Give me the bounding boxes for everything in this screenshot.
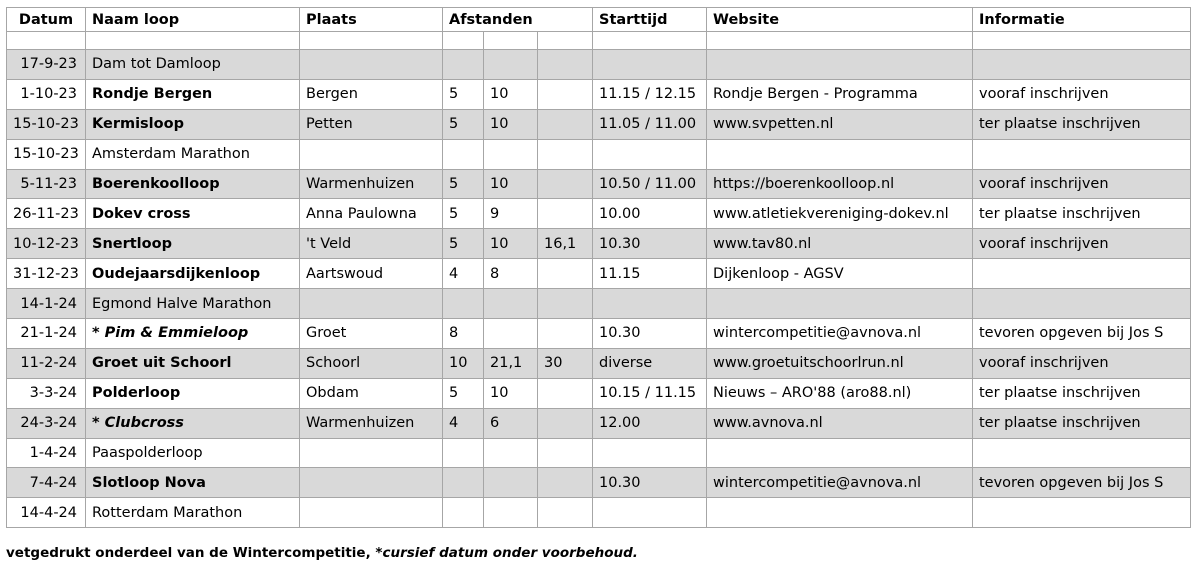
cell-afstand-1: 4 — [443, 408, 484, 438]
cell-afstand-1: 5 — [443, 378, 484, 408]
cell-datum: 31-12-23 — [7, 259, 86, 289]
cell-datum: 11-2-24 — [7, 348, 86, 378]
cell-plaats — [300, 289, 443, 319]
cell-afstand-3 — [538, 408, 593, 438]
cell-datum: 21-1-24 — [7, 319, 86, 349]
cell-naam: Oudejaarsdijkenloop — [86, 259, 300, 289]
table-row — [7, 498, 1191, 528]
cell-informatie: ter plaatse inschrijven — [973, 199, 1191, 229]
cell-afstand-2 — [484, 498, 538, 528]
cell-plaats — [300, 438, 443, 468]
cell-informatie: tevoren opgeven bij Jos S — [973, 468, 1191, 498]
cell-starttijd: 10.30 — [593, 319, 707, 349]
cell-naam: Dokev cross — [86, 199, 300, 229]
footnote-bold-text: vetgedrukt onderdeel van de Wintercompetitie, * — [6, 545, 383, 561]
footnote — [6, 545, 638, 561]
cell-starttijd: 10.15 / 11.15 — [593, 378, 707, 408]
cell-informatie: vooraf inschrijven — [973, 169, 1191, 199]
table-row — [7, 259, 1191, 289]
cell-starttijd: 11.05 / 11.00 — [593, 109, 707, 139]
cell-afstand-2 — [484, 319, 538, 349]
cell-afstand-1: 8 — [443, 319, 484, 349]
table-row — [7, 109, 1191, 139]
cell-starttijd: 10.30 — [593, 229, 707, 259]
cell-plaats — [300, 468, 443, 498]
header-afstanden: Afstanden — [443, 8, 593, 32]
cell-naam: Paaspolderloop — [86, 438, 300, 468]
spacer-cell — [707, 32, 973, 50]
cell-plaats: Warmenhuizen — [300, 169, 443, 199]
cell-website: www.avnova.nl — [707, 408, 973, 438]
cell-plaats: Aartswoud — [300, 259, 443, 289]
spacer-cell — [86, 32, 300, 50]
cell-informatie — [973, 50, 1191, 80]
cell-datum: 7-4-24 — [7, 468, 86, 498]
table-row — [7, 408, 1191, 438]
cell-starttijd: 12.00 — [593, 408, 707, 438]
cell-informatie: ter plaatse inschrijven — [973, 109, 1191, 139]
cell-website: wintercompetitie@avnova.nl — [707, 319, 973, 349]
cell-afstand-1: 10 — [443, 348, 484, 378]
cell-afstand-2: 9 — [484, 199, 538, 229]
cell-naam: Snertloop — [86, 229, 300, 259]
spacer-cell — [7, 32, 86, 50]
cell-afstand-3 — [538, 50, 593, 80]
cell-informatie — [973, 498, 1191, 528]
table-row — [7, 199, 1191, 229]
schedule-table-wrapper — [6, 7, 1191, 528]
cell-afstand-3 — [538, 319, 593, 349]
cell-naam: Egmond Halve Marathon — [86, 289, 300, 319]
cell-afstand-3 — [538, 259, 593, 289]
cell-afstand-2 — [484, 289, 538, 319]
cell-informatie: vooraf inschrijven — [973, 348, 1191, 378]
cell-datum: 15-10-23 — [7, 109, 86, 139]
spacer-row — [7, 32, 1191, 50]
cell-website — [707, 438, 973, 468]
cell-website: wintercompetitie@avnova.nl — [707, 468, 973, 498]
cell-datum: 24-3-24 — [7, 408, 86, 438]
header-naam: Naam loop — [86, 8, 300, 32]
cell-datum: 3-3-24 — [7, 378, 86, 408]
cell-plaats: Warmenhuizen — [300, 408, 443, 438]
cell-informatie: tevoren opgeven bij Jos S — [973, 319, 1191, 349]
cell-datum: 5-11-23 — [7, 169, 86, 199]
table-row — [7, 139, 1191, 169]
cell-plaats: Obdam — [300, 378, 443, 408]
cell-afstand-3: 16,1 — [538, 229, 593, 259]
cell-afstand-2: 10 — [484, 169, 538, 199]
table-row — [7, 319, 1191, 349]
cell-afstand-3 — [538, 109, 593, 139]
cell-naam: Groet uit Schoorl — [86, 348, 300, 378]
cell-plaats: Anna Paulowna — [300, 199, 443, 229]
cell-informatie — [973, 259, 1191, 289]
cell-plaats: Bergen — [300, 79, 443, 109]
cell-afstand-2: 10 — [484, 378, 538, 408]
cell-datum: 17-9-23 — [7, 50, 86, 80]
cell-afstand-3 — [538, 289, 593, 319]
cell-afstand-2: 6 — [484, 408, 538, 438]
cell-afstand-1: 5 — [443, 169, 484, 199]
cell-naam: Slotloop Nova — [86, 468, 300, 498]
cell-website: https://boerenkoolloop.nl — [707, 169, 973, 199]
cell-naam: Amsterdam Marathon — [86, 139, 300, 169]
cell-afstand-2 — [484, 468, 538, 498]
table-row — [7, 169, 1191, 199]
cell-website — [707, 498, 973, 528]
cell-afstand-3: 30 — [538, 348, 593, 378]
table-row — [7, 50, 1191, 80]
cell-website: www.atletiekvereniging-dokev.nl — [707, 199, 973, 229]
spacer-cell — [973, 32, 1191, 50]
table-row — [7, 79, 1191, 109]
cell-plaats — [300, 50, 443, 80]
cell-datum: 15-10-23 — [7, 139, 86, 169]
cell-starttijd: 10.50 / 11.00 — [593, 169, 707, 199]
header-datum: Datum — [7, 8, 86, 32]
header-website: Website — [707, 8, 973, 32]
cell-website: Dijkenloop - AGSV — [707, 259, 973, 289]
spacer-cell — [443, 32, 484, 50]
cell-plaats: 't Veld — [300, 229, 443, 259]
cell-starttijd: 10.00 — [593, 199, 707, 229]
cell-starttijd — [593, 50, 707, 80]
cell-website — [707, 50, 973, 80]
cell-plaats — [300, 139, 443, 169]
cell-naam: Boerenkoolloop — [86, 169, 300, 199]
cell-website — [707, 139, 973, 169]
cell-website: Rondje Bergen - Programma — [707, 79, 973, 109]
table-row — [7, 289, 1191, 319]
cell-naam: Rondje Bergen — [86, 79, 300, 109]
cell-starttijd — [593, 289, 707, 319]
cell-plaats: Petten — [300, 109, 443, 139]
cell-informatie: ter plaatse inschrijven — [973, 378, 1191, 408]
cell-afstand-2: 8 — [484, 259, 538, 289]
cell-afstand-3 — [538, 79, 593, 109]
cell-afstand-3 — [538, 498, 593, 528]
table-row — [7, 348, 1191, 378]
cell-website: www.svpetten.nl — [707, 109, 973, 139]
cell-afstand-2 — [484, 139, 538, 169]
table-row — [7, 438, 1191, 468]
cell-naam: * Pim & Emmieloop — [86, 319, 300, 349]
cell-datum: 1-4-24 — [7, 438, 86, 468]
cell-afstand-3 — [538, 378, 593, 408]
cell-afstand-1 — [443, 498, 484, 528]
header-row — [7, 8, 1191, 32]
header-starttijd: Starttijd — [593, 8, 707, 32]
cell-afstand-1: 5 — [443, 229, 484, 259]
cell-afstand-1 — [443, 139, 484, 169]
cell-informatie: vooraf inschrijven — [973, 229, 1191, 259]
header-plaats: Plaats — [300, 8, 443, 32]
cell-afstand-1: 5 — [443, 79, 484, 109]
cell-afstand-1: 5 — [443, 199, 484, 229]
cell-plaats: Schoorl — [300, 348, 443, 378]
cell-afstand-3 — [538, 468, 593, 498]
cell-afstand-1: 5 — [443, 109, 484, 139]
cell-informatie — [973, 438, 1191, 468]
cell-afstand-2: 10 — [484, 79, 538, 109]
table-row — [7, 378, 1191, 408]
cell-naam: Rotterdam Marathon — [86, 498, 300, 528]
cell-starttijd — [593, 438, 707, 468]
cell-naam: Kermisloop — [86, 109, 300, 139]
cell-afstand-2: 21,1 — [484, 348, 538, 378]
cell-starttijd — [593, 139, 707, 169]
cell-website: www.groetuitschoorlrun.nl — [707, 348, 973, 378]
cell-datum: 26-11-23 — [7, 199, 86, 229]
cell-afstand-1 — [443, 50, 484, 80]
cell-afstand-3 — [538, 438, 593, 468]
cell-afstand-2 — [484, 50, 538, 80]
table-row — [7, 468, 1191, 498]
cell-website: Nieuws – ARO'88 (aro88.nl) — [707, 378, 973, 408]
cell-datum: 10-12-23 — [7, 229, 86, 259]
footnote-italic-text: cursief datum onder voorbehoud. — [382, 545, 638, 561]
cell-starttijd: 10.30 — [593, 468, 707, 498]
cell-afstand-1: 4 — [443, 259, 484, 289]
header-informatie: Informatie — [973, 8, 1191, 32]
cell-informatie — [973, 289, 1191, 319]
spacer-cell — [538, 32, 593, 50]
spacer-cell — [593, 32, 707, 50]
cell-datum: 14-1-24 — [7, 289, 86, 319]
cell-afstand-1 — [443, 468, 484, 498]
cell-afstand-3 — [538, 169, 593, 199]
cell-informatie: ter plaatse inschrijven — [973, 408, 1191, 438]
cell-informatie: vooraf inschrijven — [973, 79, 1191, 109]
cell-afstand-3 — [538, 199, 593, 229]
cell-datum: 14-4-24 — [7, 498, 86, 528]
cell-afstand-3 — [538, 139, 593, 169]
cell-naam: Polderloop — [86, 378, 300, 408]
cell-plaats — [300, 498, 443, 528]
cell-naam: Dam tot Damloop — [86, 50, 300, 80]
schedule-table — [6, 7, 1191, 528]
cell-datum: 1-10-23 — [7, 79, 86, 109]
cell-afstand-2: 10 — [484, 229, 538, 259]
spacer-cell — [484, 32, 538, 50]
cell-informatie — [973, 139, 1191, 169]
cell-afstand-2: 10 — [484, 109, 538, 139]
table-row — [7, 229, 1191, 259]
cell-plaats: Groet — [300, 319, 443, 349]
cell-afstand-1 — [443, 289, 484, 319]
cell-starttijd: 11.15 / 12.15 — [593, 79, 707, 109]
spacer-cell — [300, 32, 443, 50]
cell-starttijd: 11.15 — [593, 259, 707, 289]
cell-afstand-2 — [484, 438, 538, 468]
cell-naam: * Clubcross — [86, 408, 300, 438]
cell-website — [707, 289, 973, 319]
cell-starttijd — [593, 498, 707, 528]
cell-starttijd: diverse — [593, 348, 707, 378]
cell-afstand-1 — [443, 438, 484, 468]
cell-website: www.tav80.nl — [707, 229, 973, 259]
